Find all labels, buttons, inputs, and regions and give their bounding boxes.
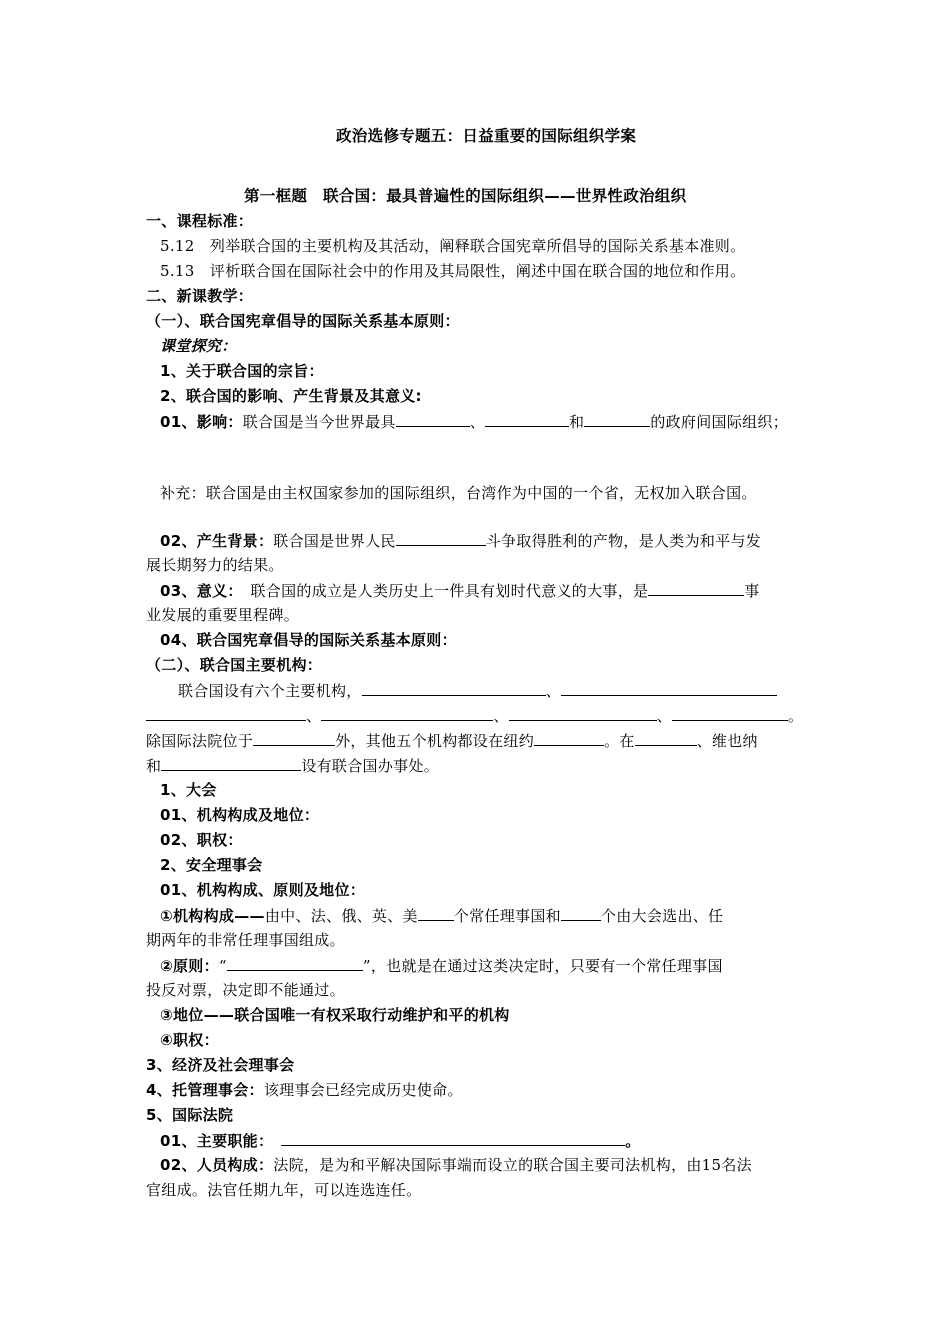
sc-principle-label: ②原则：: [160, 957, 219, 975]
separator: 、: [545, 682, 561, 700]
meaning-text-c: 业发展的重要里程碑。: [146, 606, 300, 624]
icj-function-label: 01、主要职能：: [160, 1132, 274, 1150]
page-title: 政治选修专题五：日益重要的国际组织学案: [336, 127, 637, 145]
background-line: [160, 530, 761, 551]
influence-text-b: 的政府间国际组织；: [650, 413, 789, 431]
conjunction: 和: [569, 413, 585, 431]
sc-members-text-a: 由中、法、俄、英、美: [264, 907, 418, 925]
separator: 、: [656, 707, 672, 725]
trusteeship-text: 该理事会已经完成历史使命。: [263, 1081, 463, 1099]
fill-blank[interactable]: [584, 411, 650, 427]
sc-members-text-c: 个由大会选出、任: [600, 907, 724, 925]
period: 。: [787, 707, 804, 725]
fill-blank[interactable]: [485, 411, 569, 427]
fill-blank[interactable]: [561, 680, 777, 696]
meaning-line: [160, 580, 760, 601]
supplement-note: 补充：联合国是由主权国家参加的国际组织，台湾作为中国的一个省，无权加入联合国。: [160, 484, 757, 502]
fill-blank[interactable]: [253, 730, 335, 746]
icj-members-text-a: 法院，是为和平解决国际事端而设立的联合国主要司法机构，由15名法: [273, 1156, 752, 1174]
icj-heading: 5、国际法院: [146, 1106, 234, 1124]
question-purpose: 1、关于联合国的宗旨：: [160, 362, 324, 380]
office-line: [146, 755, 439, 776]
court-text-d: 、维也纳: [696, 732, 758, 750]
period: 。: [625, 1132, 641, 1150]
organs-line-2: [146, 705, 803, 726]
fill-blank[interactable]: [509, 705, 657, 721]
section-1-heading: 一、课程标准：: [146, 212, 254, 230]
general-assembly-heading: 1、大会: [160, 781, 217, 799]
icj-members-text-b: 官组成。法官任期九年，可以连选连任。: [146, 1181, 422, 1199]
sc-composition-heading: 01、机构构成、原则及地位：: [160, 881, 366, 899]
fill-blank[interactable]: [362, 680, 546, 696]
sc-principle-text: ”，也就是在通过这类决定时，只要有一个常任理事国: [362, 957, 723, 975]
icj-function-line: [160, 1130, 641, 1151]
trusteeship-line: [146, 1080, 463, 1100]
meaning-label: 03、意义：: [160, 582, 236, 600]
fill-blank[interactable]: [396, 530, 486, 546]
fill-blank[interactable]: [648, 580, 744, 596]
standard-5-12: 5.12 列举联合国的主要机构及其活动，阐释联合国宪章所倡导的国际关系基本准则。: [160, 237, 746, 255]
background-text-c: 展长期努力的结果。: [146, 556, 284, 574]
sc-powers: ④职权：: [160, 1031, 219, 1049]
influence-line: [160, 411, 788, 432]
separator: 、: [306, 707, 322, 725]
lesson-subtitle: 第一框题 联合国：最具普遍性的国际组织——世界性政治组织: [244, 187, 687, 205]
security-council-heading: 2、安全理事会: [160, 856, 263, 874]
fill-blank[interactable]: [161, 755, 301, 771]
trusteeship-label: 4、托管理事会：: [146, 1081, 264, 1099]
sc-members-line: [160, 905, 723, 926]
question-principles: 04、联合国宪章倡导的国际关系基本原则：: [160, 631, 457, 649]
icj-members-line: [160, 1155, 752, 1175]
fill-blank[interactable]: [561, 905, 601, 921]
ecosoc-heading: 3、经济及社会理事会: [146, 1056, 295, 1074]
meaning-text-a: 联合国的成立是人类历史上一件具有划时代意义的大事，是: [235, 582, 649, 600]
organs-line-1: [178, 680, 777, 701]
open-quote: “: [218, 957, 227, 975]
court-text-c: 。在: [604, 732, 635, 750]
ga-composition: 01、机构构成及地位：: [160, 806, 320, 824]
background-text-a: 联合国是世界人民: [273, 532, 396, 550]
fill-blank[interactable]: [534, 730, 604, 746]
class-explore-label: 课堂探究：: [160, 337, 237, 355]
sc-principle-line: [160, 955, 723, 976]
ga-powers: 02、职权：: [160, 831, 243, 849]
court-text-a: 除国际法院位于: [146, 732, 254, 750]
sc-principle-text-b: 投反对票，决定即不能通过。: [146, 981, 345, 999]
office-text-b: 设有联合国办事处。: [301, 757, 440, 775]
sc-members-text-b: 个常任理事国和: [453, 907, 561, 925]
fill-blank[interactable]: [227, 955, 363, 971]
meaning-text-b: 事: [744, 582, 760, 600]
question-influence: 2、联合国的影响、产生背景及其意义:: [160, 387, 422, 405]
background-label: 02、产生背景：: [160, 532, 274, 550]
part-2-heading: （二）、联合国主要机构：: [146, 656, 323, 674]
fill-blank[interactable]: [672, 705, 788, 721]
sc-members-label: ①机构构成——: [160, 907, 265, 925]
court-location-line: [146, 730, 758, 751]
sc-status: ③地位——联合国唯一有权采取行动维护和平的机构: [160, 1006, 510, 1024]
section-2-heading: 二、新课教学：: [146, 287, 254, 305]
sc-members-text-d: 期两年的非常任理事国组成。: [146, 931, 345, 949]
separator: 、: [493, 707, 509, 725]
fill-blank[interactable]: [281, 1130, 625, 1146]
fill-blank[interactable]: [146, 705, 306, 721]
influence-text-a: 联合国是当今世界最具: [242, 413, 396, 431]
office-text-a: 和: [146, 757, 162, 775]
background-text-b: 斗争取得胜利的产物，是人类为和平与发: [485, 532, 762, 550]
part-1-heading: （一）、联合国宪章倡导的国际关系基本原则：: [146, 312, 460, 330]
fill-blank[interactable]: [635, 730, 697, 746]
fill-blank[interactable]: [396, 411, 470, 427]
icj-members-label: 02、人员构成：: [160, 1156, 274, 1174]
influence-label: 01、影响：: [160, 413, 243, 431]
standard-5-13: 5.13 评析联合国在国际社会中的作用及其局限性，阐述中国在联合国的地位和作用。: [160, 262, 746, 280]
fill-blank[interactable]: [418, 905, 454, 921]
court-text-b: 外，其他五个机构都设在纽约: [335, 732, 535, 750]
separator: 、: [469, 413, 486, 431]
fill-blank[interactable]: [321, 705, 493, 721]
organs-text: 联合国设有六个主要机构，: [178, 682, 362, 700]
